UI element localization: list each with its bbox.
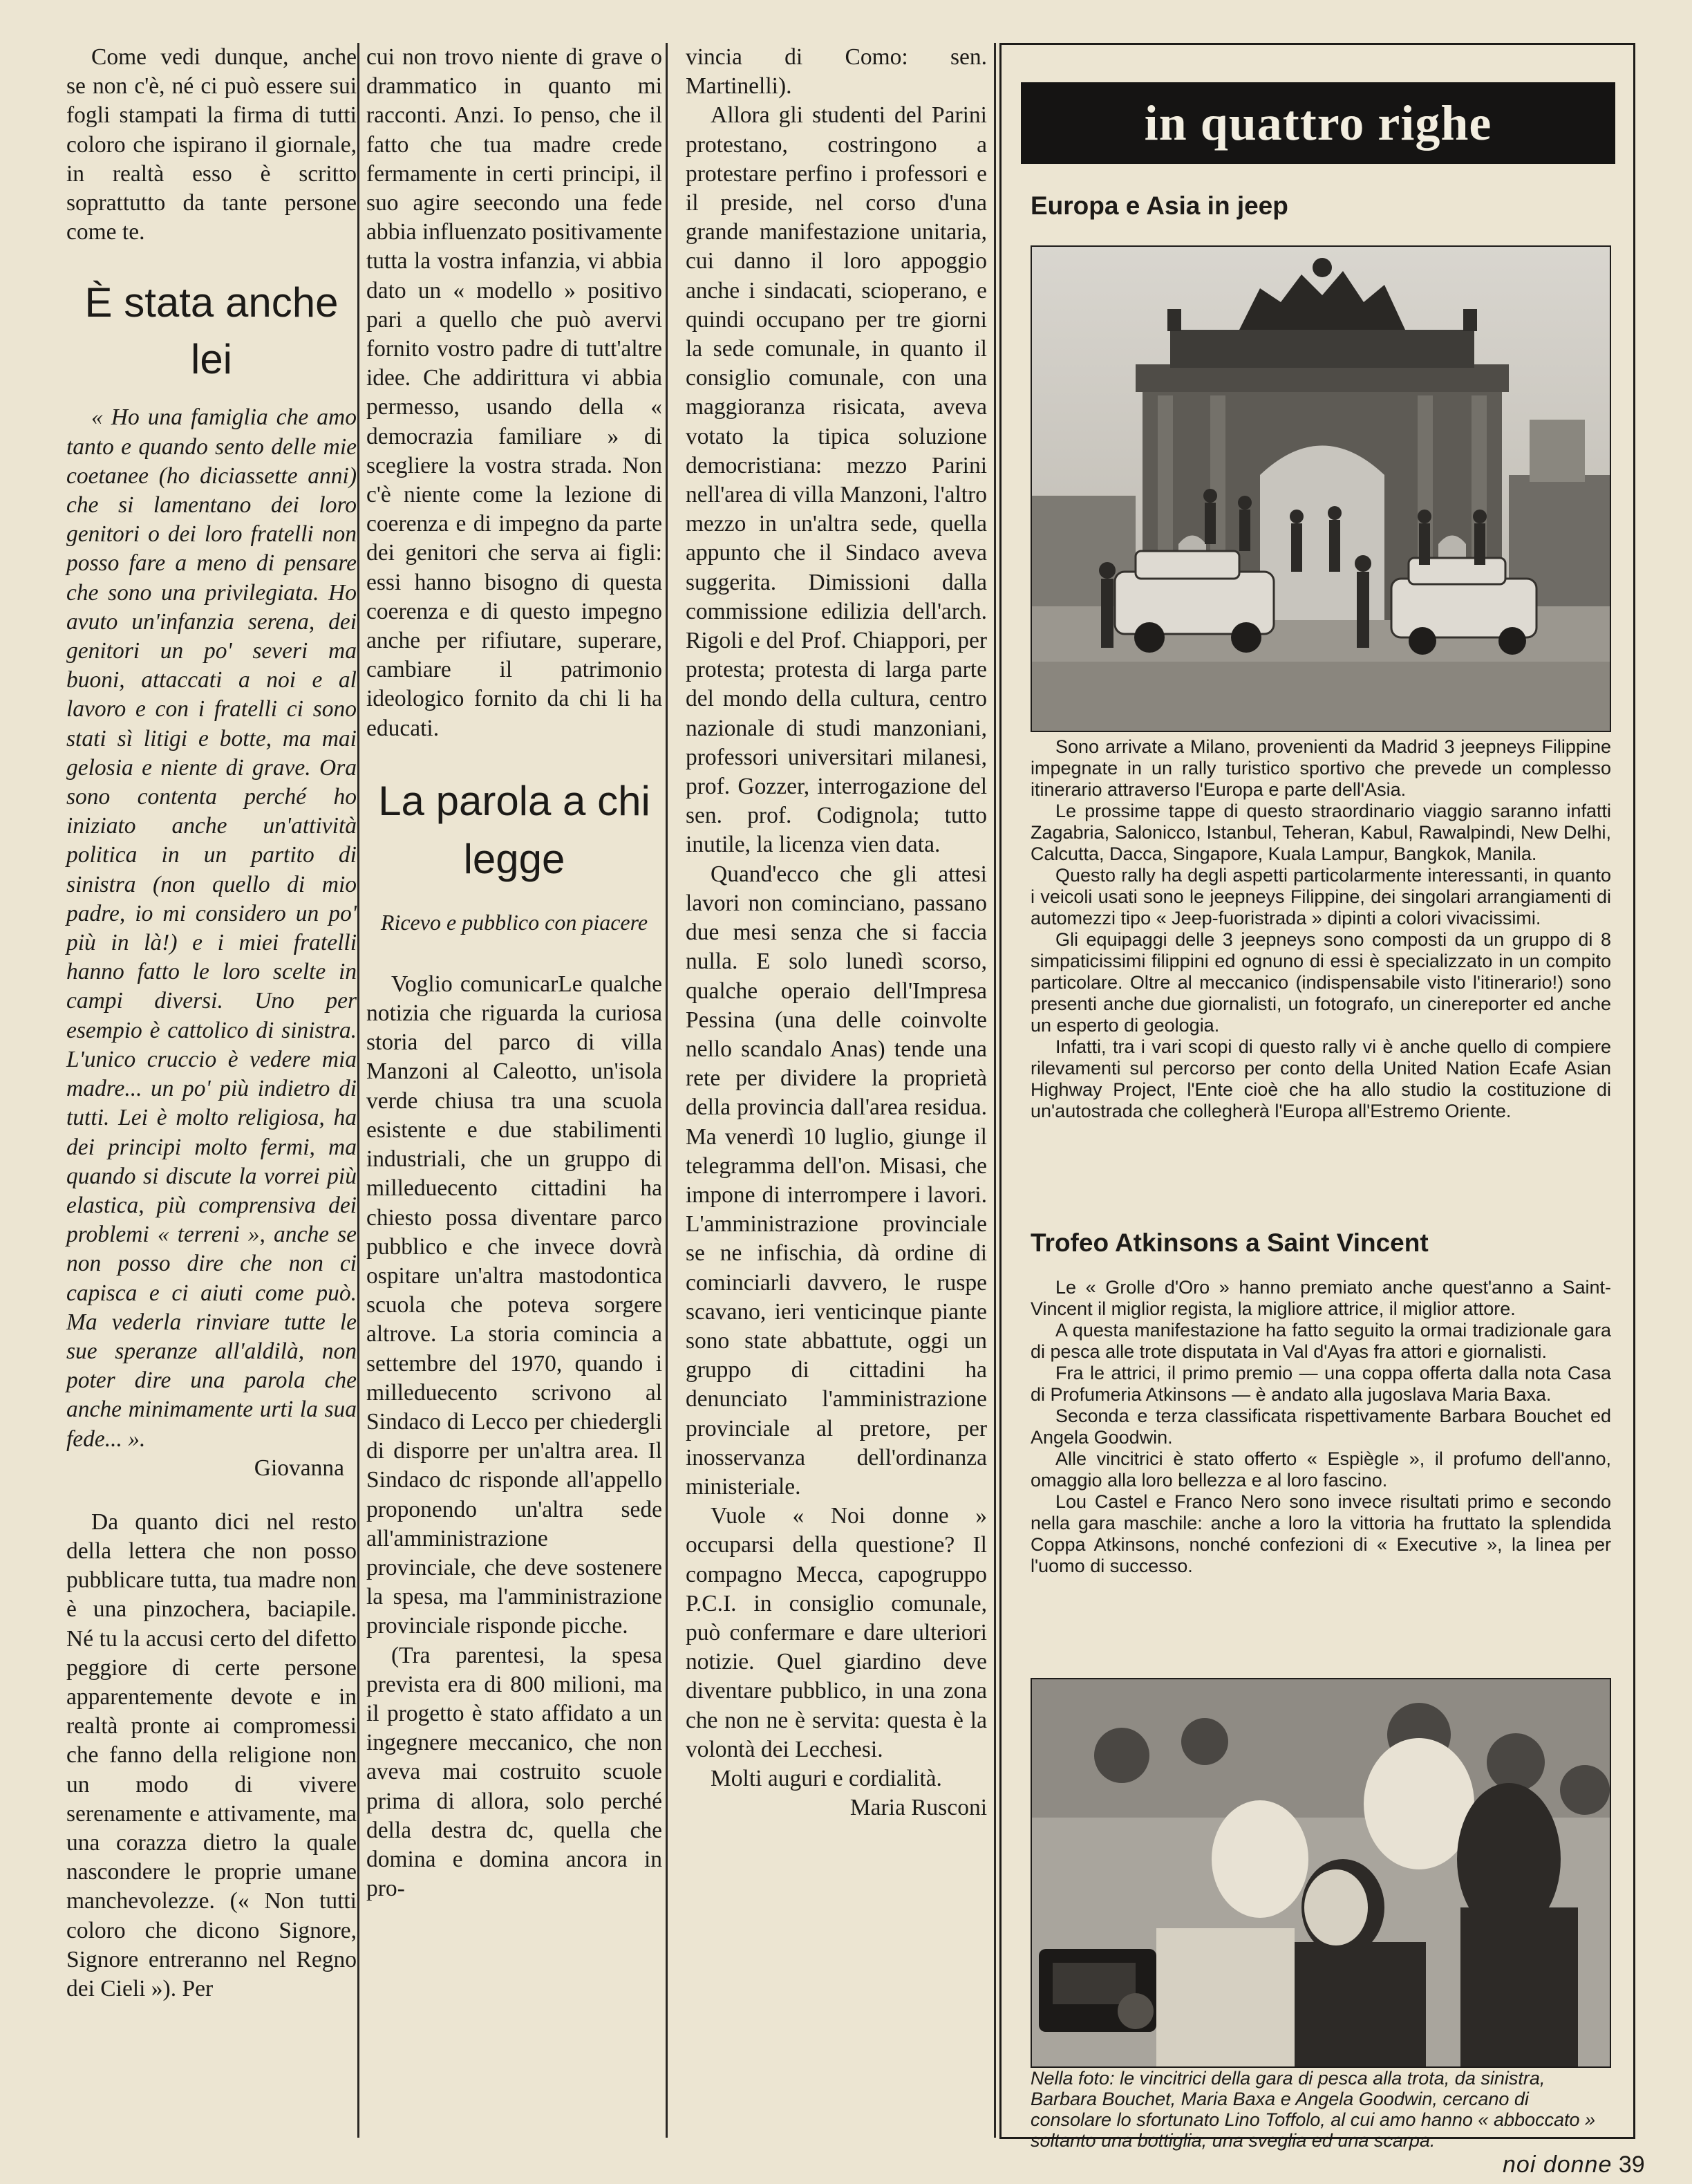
reader-letter-closing: Molti auguri e cordialità. [711, 1765, 942, 1791]
story-paragraph: A questa manifestazione ha fatto seguito la ormai tradizionale gara di pesca alle trote disputata in Val d'Ayas fra attori e giornalisti. [1031, 1320, 1611, 1362]
reader-letter-signature: Maria Rusconi [849, 1795, 987, 1821]
story-paragraph: Infatti, tra i vari scopi di questo rally vi è anche quello di compiere rilevamenti sul percorso per conto della United Nation Ecafe Asian Highway Project, l'Ente cioè che ha allo studio la costituzione di un'autostrada che collegherà l'Europa all'Estremo Oriente. [1031, 1036, 1611, 1121]
column-rule [666, 43, 668, 2138]
reply-paragraph: Da quanto dici nel resto della lettera che non posso pubblicare tutta, tua madre non è una pinzochera, baciapile. Né tu la accusi certo del difetto peggiore di certe persone apparentemente devote e in realtà pronte ai compromessi che fanno della religione non un modo di vivere serenamente e attivamente, ma una corazza dietro la quale nascondere le proprie umane manchevolezze. (« Non tutti coloro che dicono Signore, Signore entreranno nel Regno dei Cieli »). Per [66, 1509, 357, 2001]
reader-letter-paragraph: Voglio comunicarLe qualche notizia che riguarda la curiosa storia del parco di villa Manzoni al Caleotto, un'isola verde chiusa tra una scuola esistente e due stabilimenti industriali, che un gruppo di milleduecento cittadini ha chiesto possa diventare parco pubblico e che invece dovrà ospitare un'altra mastodontica scuola che poteva sorgere altrove. La storia comincia a settembre del 1970, quando i milleduecento scrivono al Sindaco di Lecco per chiedergli di disporre per un'altra area. Il Sindaco dc risponde all'appello proponendo un'altra sede all'amministrazione provinciale, che deve sostenere la spesa, ma l'amministrazione provinciale risponde picche. [366, 971, 662, 1639]
column-3 [686, 43, 987, 1847]
reply-continuation: cui non trovo niente di grave o drammatico in quanto mi racconti. Anzi. Io penso, che il fatto che tua madre crede fermamente in certi principi, il suo agire seecondo una fede abbia influenzato positivamente tutta la vostra infanzia, vi abbia dato un « modello » positivo pari a quello che può avervi fornito vostro padre di tutt'altre idee. Che addirittura vi abbia permesso, usando della « democrazia familiare » di scegliere la vostra strada. Non c'è niente come la lezione di coerenza e di impegno da parte dei genitori che serva ai figli: essi hanno bisogno di questa coerenza e di questo impegno anche per rifiutare, superare, cambiare il patrimonio ideologico fornito da chi li ha educati. [366, 44, 662, 741]
section-heading-e-stata-anche-lei: È stata anche lei [84, 279, 339, 383]
story-title-europa: Europa e Asia in jeep [1031, 192, 1288, 220]
story-paragraph: Le « Grolle d'Oro » hanno premiato anche quest'anno a Saint-Vincent il miglior regista, la migliore attrice, il miglior attore. [1031, 1277, 1611, 1319]
fishing-winners-photo [1031, 1678, 1611, 2068]
story-paragraph: Gli equipaggi delle 3 jeepneys sono composti da un gruppo di 8 simpaticissimi filippini ed ognuno di essi è specializzato in un compito particolare. Oltre al meccanico (indispensabile visto l'itinerario!) sono presenti anche due giornalisti, un fotografo, un cinereporter ed anche un esperto di geologia. [1031, 929, 1611, 1036]
story-body-europa [1031, 736, 1611, 1122]
story-paragraph: Alle vincitrici è stato offerto « Espiègle », il profumo dell'anno, omaggio alla loro bellezza e al loro fascino. [1031, 1448, 1611, 1491]
story-paragraph: Questo rally ha degli aspetti particolarmente interessanti, in quanto i veicoli usati sono le jeepneys Filippine, dei singolari arrangiamenti di automezzi tipo « Jeep-fuoristrada » dipinti a colori vivacissimi. [1031, 865, 1611, 928]
photo-caption: Nella foto: le vincitrici della gara di pesca alla trota, da sinistra, Barbara Bouchet, Maria Baxa e Angela Goodwin, cercano di consolare lo sfortunato Lino Toffolo, al cui amo hanno « abboccato » soltanto una bottiglia, una sveglia ed una scarpa. [1031, 2068, 1596, 2151]
page-footer [1503, 2152, 1645, 2178]
story-paragraph: Seconda e terza classificata rispettivamente Barbara Bouchet ed Angela Goodwin. [1031, 1406, 1611, 1448]
section-subheading: Ricevo e pubblico con piacere [380, 909, 648, 935]
letter-signature: Giovanna [254, 1455, 344, 1481]
story-title-trofeo: Trofeo Atkinsons a Saint Vincent [1031, 1229, 1429, 1257]
letter-text: « Ho una famiglia che amo tanto e quando sento delle mie coetanee (ho diciassette anni) che si lamentano dei loro genitori o dei loro fratelli non posso fare a meno di pensare che sono una privilegiata. Ho avuto un'infanzia serena, dei genitori un po' severi ma buoni, attaccati a noi e al lavoro e con i fratelli ci sono stati sì litigi e botte, ma mai gelosia e niente di grave. Ora sono contenta perché ho iniziato anche un'attività politica in un partito di sinistra (non quello di mio padre, io mi considero un po' più in là!) e i miei fratelli hanno fatto le loro scelte in campi diversi. Uno per esempio è cattolico di sinistra. L'unico cruccio è vedere mia madre... un po' più indietro di tutti. Lei è molto religiosa, ha dei principi molto fermi, ma quando si discute la vorrei più elastica, più comprensiva dei problemi « terreni », anche se non posso dire che non ci capisca e ci aiuti come può. Ma vederla rinviare tutte le sue speranze all'aldilà, non poter dire una parola che anche minimamente urti la sua fede... ». [66, 404, 357, 1452]
story-body-trofeo [1031, 1277, 1611, 1577]
reader-letter-paragraph: (Tra parentesi, la spesa prevista era di 800 milioni, ma il progetto è stato affidato a un ingegnere meccanico, che non aveva mai costruito scuole prima di allora, solo perché della destra dc, quella che domina e domina ancora in pro- [366, 1642, 662, 1902]
story-paragraph: Lou Castel e Franco Nero sono invece risultati primo e secondo nella gara maschile: anche a loro la vittoria ha fruttato la splendida Coppa Atkinsons, nonché confezioni di « Executive », la linea per l'uomo di successo. [1031, 1491, 1611, 1576]
column-1 [66, 43, 357, 2004]
story-paragraph: Le prossime tappe di questo straordinario viaggio saranno infatti Zagabria, Salonicco, Istanbul, Teheran, Kabul, Rawalpindi, New Delhi, Calcutta, Dacca, Singapore, Kuala Lampur, Bangkok, Manila. [1031, 801, 1611, 864]
panel-banner-title: in quattro righe [1144, 95, 1492, 151]
page-number: 39 [1618, 2152, 1645, 2178]
section-heading-la-parola-a-chi-legge: La parola a chi legge [378, 777, 650, 882]
reader-letter-paragraph: Allora gli studenti del Parini protestano, costringono a protestare perfino i professori e il preside, nel corso d'una grande manifestazione unitaria, cui danno il loro appoggio anche i sindacati, scioperano, e quindi occupano per tre giorni la sede comunale, in quanto il consiglio comunale, con una maggioranza risicata, aveva votato la tipica soluzione democristiana: mezzo Parini nell'area di villa Manzoni, l'altro mezzo in un'altra sede, quella appunto che il Sindaco aveva suggerita. Dimissioni dalla commissione edilizia dell'arch. Rigoli e del Prof. Chiappori, per protesta; protesta di larga parte del mondo della cultura, centro nazionale di studi manzoniani, professori universitari milanesi, prof. Gozzer, interrogazione del sen. prof. Codignola; tutto inutile, la licenza vien data. [686, 102, 987, 858]
magazine-name: noi donne [1503, 2152, 1613, 2178]
in-quattro-righe-panel [999, 43, 1635, 2151]
intro-paragraph: Come vedi dunque, anche se non c'è, né ci può essere sui fogli stampati la firma di tutti coloro che ispirano il giornale, in realtà esso è scritto soprattutto da tante persone come te. [66, 44, 357, 245]
reader-letter-paragraph: Quand'ecco che gli attesi lavori non cominciano, passano due mesi senza che si faccia nulla. E solo lunedì scorso, qualche operaio dell'Impresa Pessina (una delle coinvolte nello scandalo Anas) tende una rete per dividere la proprietà della provincia dall'area residua. Ma venerdì 10 luglio, giunge il telegramma dell'on. Misasi, che impone di interrompere i lavori. L'amministrazione provinciale se ne infischia, dà ordine di cominciarli davvero, le ruspe scavano, ieri venticinque piante sono state abbattute, oggi un gruppo di cittadini ha denunciato l'amministrazione provinciale al pretore, per inosservanza dell'ordinanza ministeriale. [686, 861, 987, 1500]
reader-letter-paragraph: vincia di Como: sen. Martinelli). [686, 44, 987, 100]
photo-arco-della-pace-illustration [1032, 247, 1610, 731]
arch-jeeps-photo [1031, 245, 1611, 732]
column-2 [366, 43, 662, 1903]
photo-actors-illustration [1032, 1679, 1610, 2066]
reader-letter-paragraph: Vuole « Noi donne » occuparsi della questione? Il compagno Mecca, capogruppo P.C.I. in consiglio comunale, può confermare e dare ulteriori notizie. Quel giardino deve diventare pubblico, in una zona che non ne è servita: questa è la volontà dei Lecchesi. [686, 1503, 987, 1762]
column-rule [357, 43, 359, 2138]
panel-banner [1021, 82, 1615, 164]
story-paragraph: Fra le attrici, il primo premio — una coppa offerta dalla nota Casa di Profumeria Atkinsons — è andato alla jugoslava Maria Baxa. [1031, 1363, 1611, 1405]
story-paragraph: Sono arrivate a Milano, provenienti da Madrid 3 jeepneys Filippine impegnate in un rally turistico sportivo che prevede un complesso itinerario attraverso l'Europa e parte dell'Asia. [1031, 736, 1611, 800]
column-rule [994, 43, 996, 2138]
